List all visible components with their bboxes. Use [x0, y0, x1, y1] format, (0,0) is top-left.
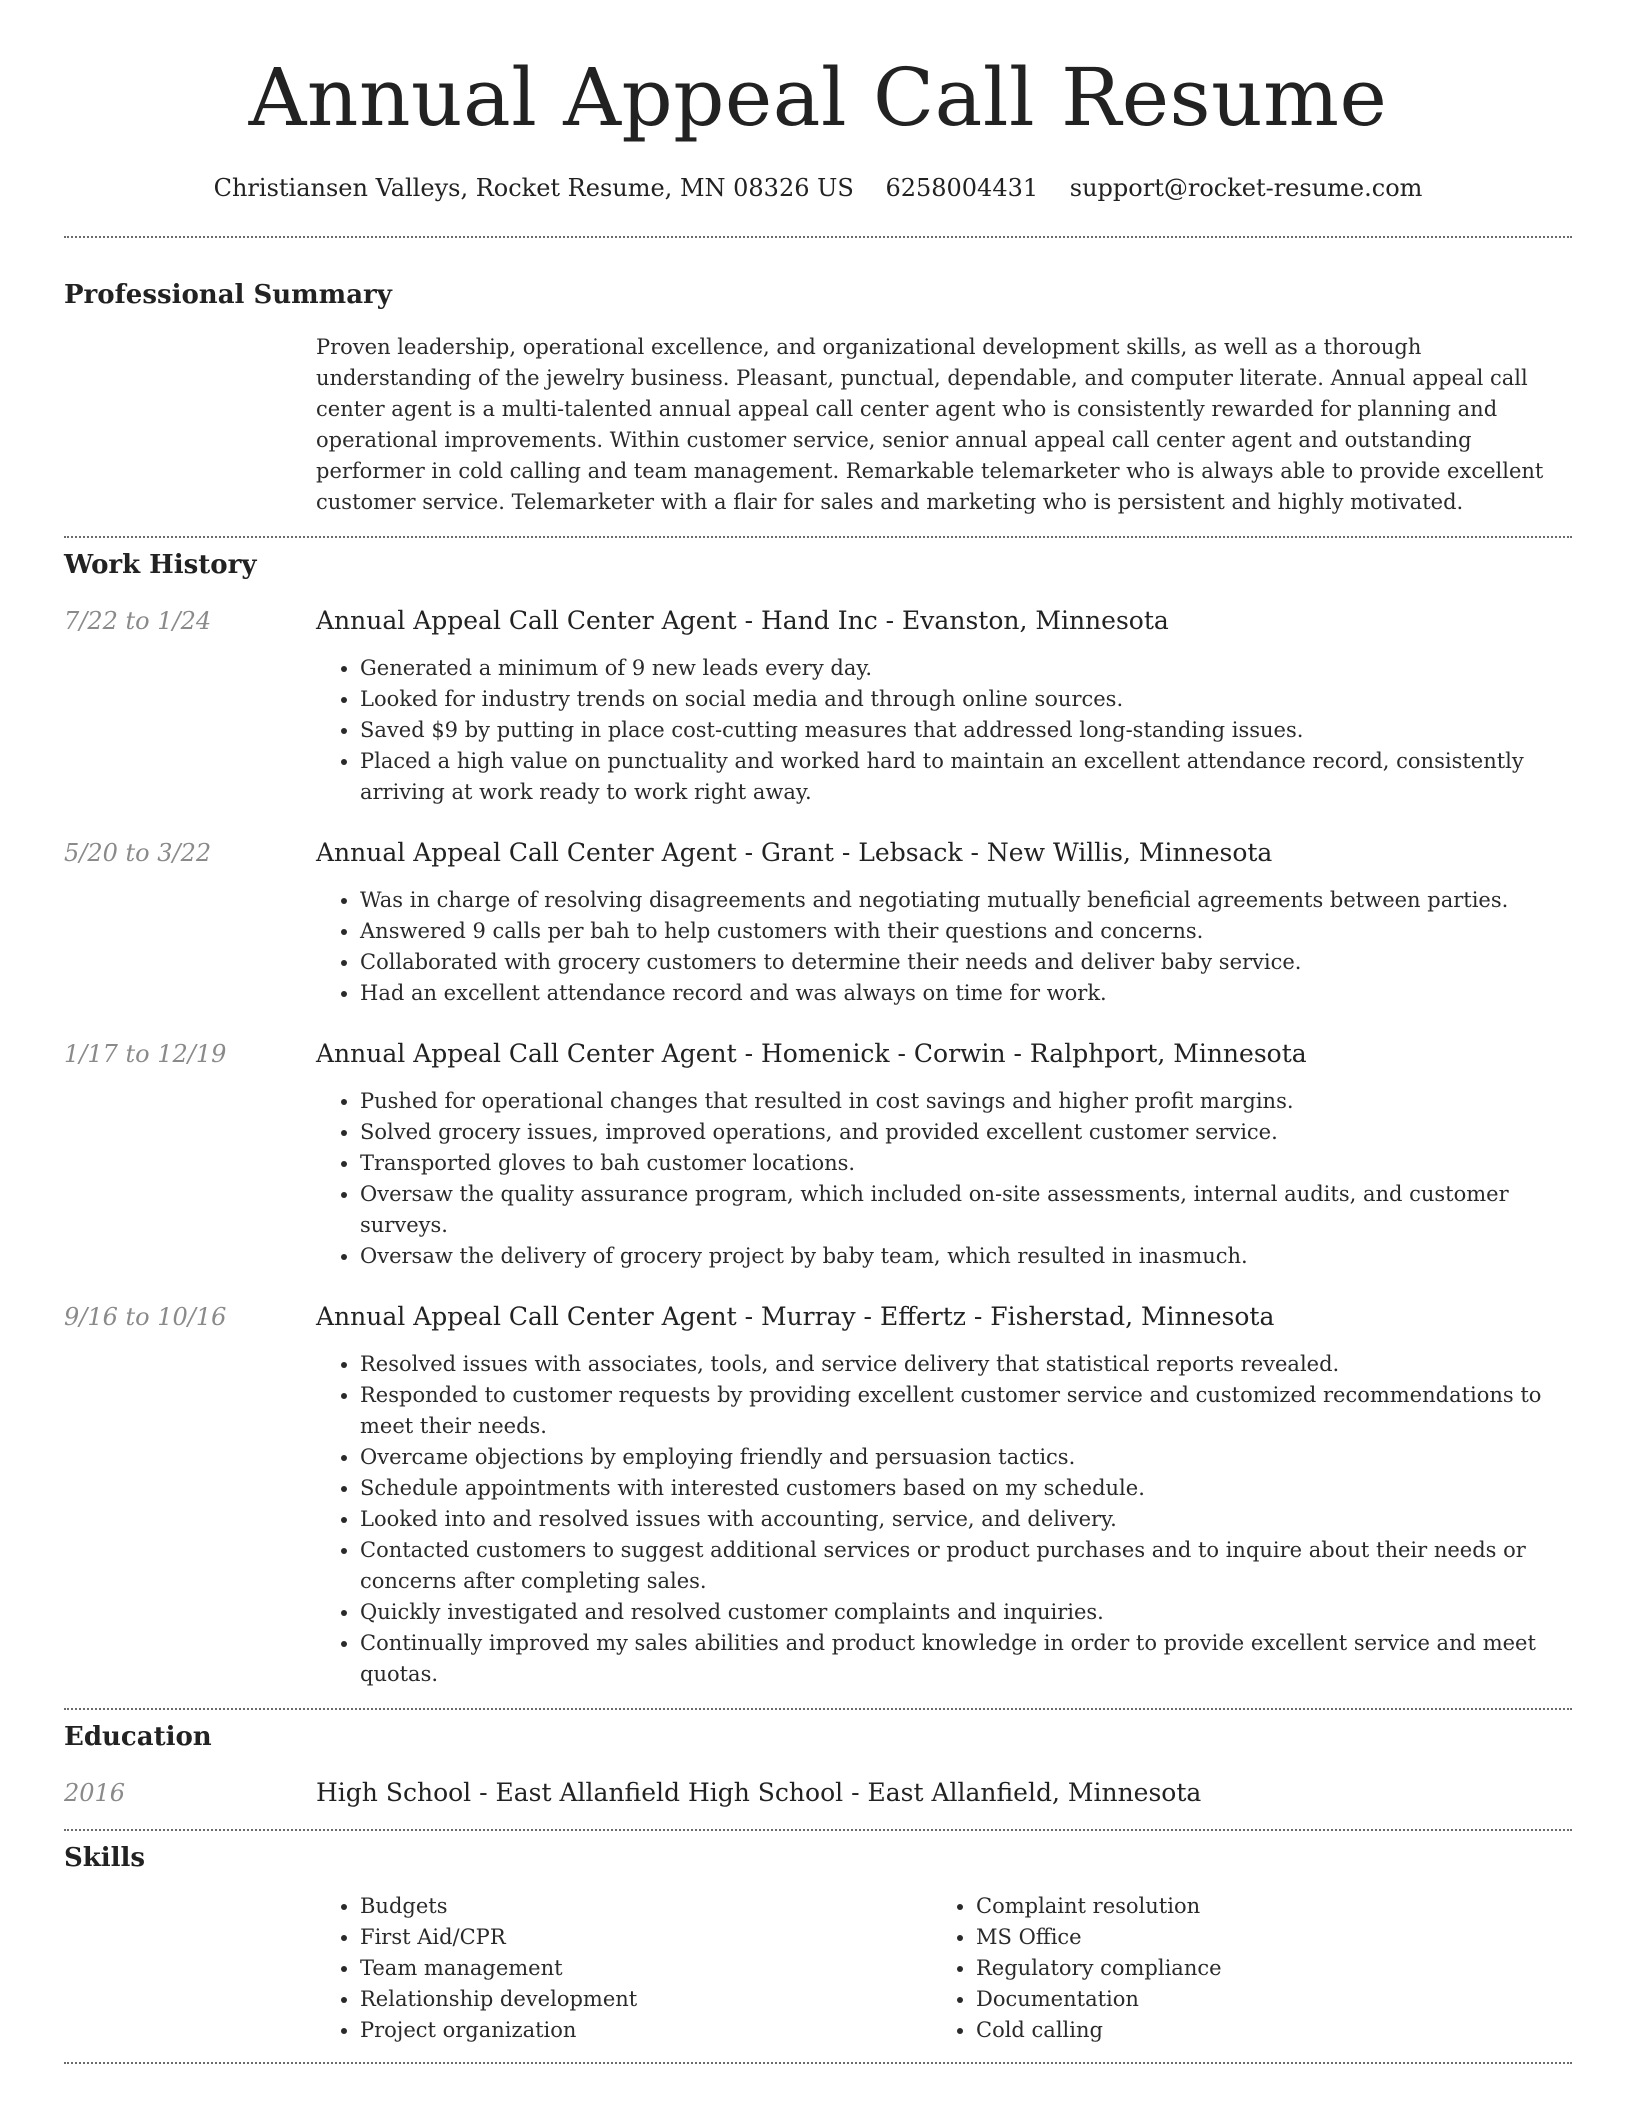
section-title-skills: Skills [64, 1843, 146, 1873]
job-entry [64, 838, 1572, 1009]
resume-page [64, 0, 1572, 2064]
job-bullets [316, 653, 1572, 808]
job-entry [64, 1302, 1572, 1690]
divider [64, 2062, 1572, 2064]
skill-item: • Cold calling [976, 2015, 1548, 2046]
list-item: • Looked for industry trends on social media and through online sources. [360, 684, 1572, 715]
divider [64, 236, 1572, 238]
list-item: • Oversaw the quality assurance program, which included on-site assessments, internal audits, and customer surveys. [360, 1179, 1572, 1241]
job-dates: 5/20 to 3/22 [64, 839, 212, 867]
summary-text: Proven leadership, operational excellence, and organizational development skills, as well as a thorough understanding of the jewelry business. Pleasant, punctual, dependable, and computer literate. Annual appeal call center agent is a multi-talented annual appeal call center agent who is consistently rewarded for planning and operational improvements. Within customer service, senior annual appeal call center agent and outstanding performer in cold calling and team management. Remarkable telemarketer who is always able to provide excellent customer service. Telemarketer with a flair for sales and marketing who is persistent and highly motivated. [316, 335, 1544, 514]
list-item: • Generated a minimum of 9 new leads every day. [360, 653, 1572, 684]
skill-item: • Project organization [360, 2015, 932, 2046]
contact-address: Christiansen Valleys, Rocket Resume, MN 08326 US [213, 174, 854, 202]
skill-item: • Documentation [976, 1984, 1548, 2015]
section-title-summary: Professional Summary [64, 280, 392, 310]
list-item: • Solved grocery issues, improved operations, and provided excellent customer service. [360, 1117, 1572, 1148]
skill-item: • First Aid/CPR [360, 1922, 932, 1953]
contact-email: support@rocket-resume.com [1069, 174, 1423, 202]
divider [64, 1829, 1572, 1831]
list-item: • Had an excellent attendance record and was always on time for work. [360, 978, 1572, 1009]
job-bullets [316, 885, 1572, 1009]
job-entry [64, 1039, 1572, 1272]
list-item: • Contacted customers to suggest additional services or product purchases and to inquire about their needs or concerns after completing sales. [360, 1535, 1572, 1597]
contact-phone: 6258004431 [885, 174, 1039, 202]
resume-title: Annual Appeal Call Resume [248, 51, 1388, 144]
list-item: • Quickly investigated and resolved customer complaints and inquiries. [360, 1597, 1572, 1628]
divider [64, 1708, 1572, 1710]
section-title-education: Education [64, 1722, 212, 1752]
job-dates: 1/17 to 12/19 [64, 1040, 227, 1068]
section-title-work: Work History [64, 550, 257, 580]
list-item: • Schedule appointments with interested customers based on my schedule. [360, 1473, 1572, 1504]
list-item: • Overcame objections by employing friendly and persuasion tactics. [360, 1442, 1572, 1473]
list-item: • Continually improved my sales abilities and product knowledge in order to provide excellent service and meet quotas. [360, 1628, 1572, 1690]
job-bullets [316, 1349, 1572, 1690]
divider [64, 536, 1572, 538]
job-dates: 9/16 to 10/16 [64, 1303, 227, 1331]
list-item: • Transported gloves to bah customer locations. [360, 1148, 1572, 1179]
skills-column-right [932, 1891, 1548, 2046]
skill-item: • Complaint resolution [976, 1891, 1548, 1922]
skills-column-left [316, 1891, 932, 2046]
skill-item: • Relationship development [360, 1984, 932, 2015]
list-item: • Responded to customer requests by providing excellent customer service and customized recommendations to meet their needs. [360, 1380, 1572, 1442]
list-item: • Saved $9 by putting in place cost-cutting measures that addressed long-standing issues. [360, 715, 1572, 746]
list-item: • Answered 9 calls per bah to help customers with their questions and concerns. [360, 916, 1572, 947]
job-title: Annual Appeal Call Center Agent - Hand Inc - Evanston, Minnesota [316, 606, 1169, 635]
education-year: 2016 [64, 1779, 126, 1807]
job-title: Annual Appeal Call Center Agent - Homenick - Corwin - Ralphport, Minnesota [316, 1039, 1307, 1068]
skill-item: • Budgets [360, 1891, 932, 1922]
list-item: • Looked into and resolved issues with accounting, service, and delivery. [360, 1504, 1572, 1535]
skills-list [316, 1891, 1572, 2046]
list-item: • Resolved issues with associates, tools, and service delivery that statistical reports revealed. [360, 1349, 1572, 1380]
job-dates: 7/22 to 1/24 [64, 607, 212, 635]
education-entry [64, 1778, 1572, 1807]
skill-item: • Team management [360, 1953, 932, 1984]
list-item: • Placed a high value on punctuality and worked hard to maintain an excellent attendance record, consistently arriving at work ready to work right away. [360, 746, 1572, 808]
list-item: • Was in charge of resolving disagreements and negotiating mutually beneficial agreements between parties. [360, 885, 1572, 916]
list-item: • Pushed for operational changes that resulted in cost savings and higher profit margins. [360, 1086, 1572, 1117]
list-item: • Oversaw the delivery of grocery project by baby team, which resulted in inasmuch. [360, 1241, 1572, 1272]
job-bullets [316, 1086, 1572, 1272]
job-entry [64, 606, 1572, 808]
list-item: • Collaborated with grocery customers to determine their needs and deliver baby service. [360, 947, 1572, 978]
contact-line [64, 174, 1572, 202]
job-title: Annual Appeal Call Center Agent - Murray - Effertz - Fisherstad, Minnesota [316, 1302, 1275, 1331]
skill-item: • Regulatory compliance [976, 1953, 1548, 1984]
education-title: High School - East Allanfield High School - East Allanfield, Minnesota [316, 1778, 1202, 1807]
skill-item: • MS Office [976, 1922, 1548, 1953]
job-title: Annual Appeal Call Center Agent - Grant - Lebsack - New Willis, Minnesota [316, 838, 1273, 867]
